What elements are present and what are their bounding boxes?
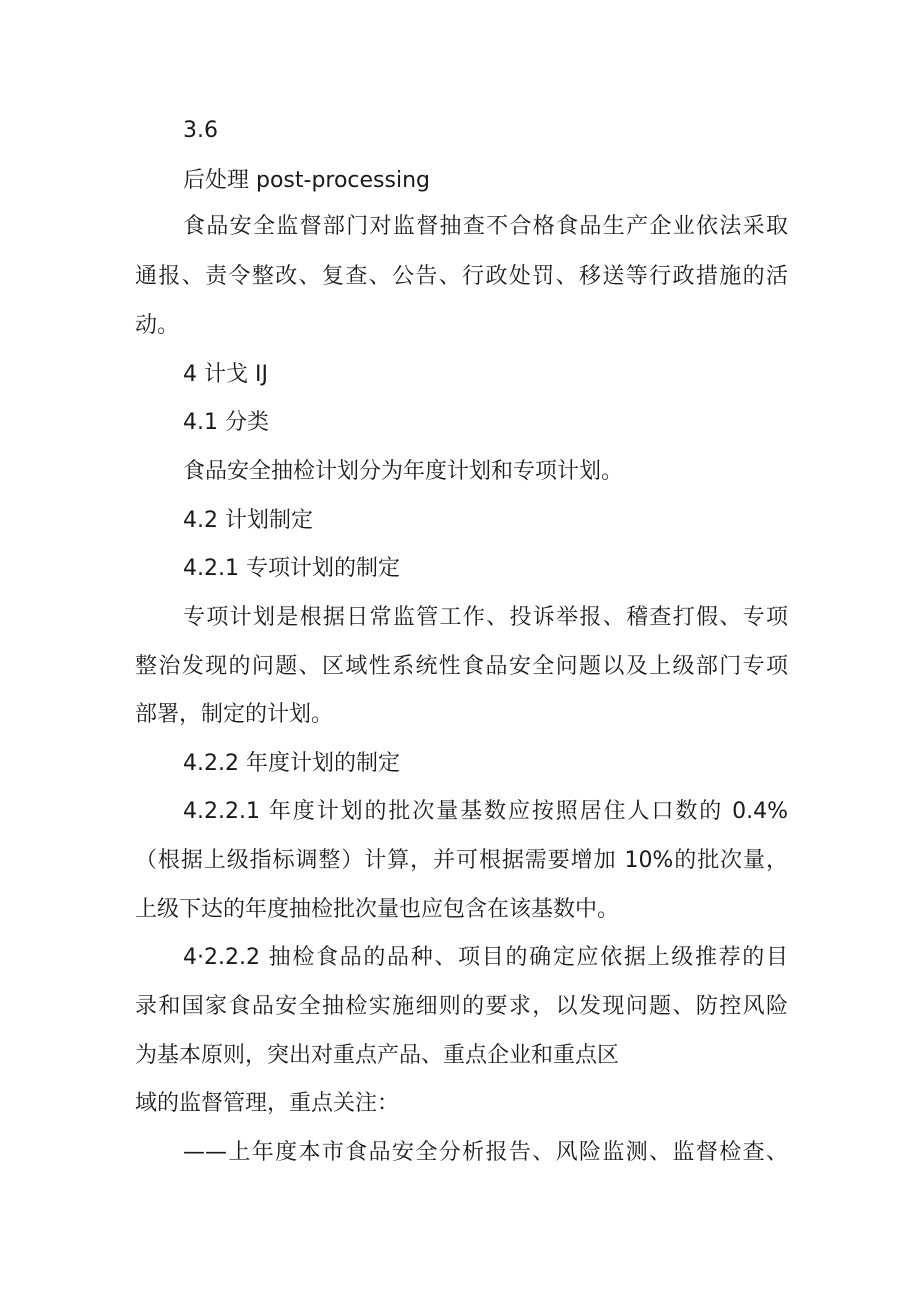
section-4-1-text: 食品安全抽检计划分为年度计划和专项计划。 <box>183 459 624 484</box>
section-4-2-2-1-line-3: 上级下达的年度抽检批次量也应包含在该基数中。 <box>135 897 620 922</box>
section-4-2-2-2-line-3: 为基本原则，突出对重点产品、重点企业和重点区 <box>135 1043 620 1068</box>
term-heading: 后处理 post-processing <box>183 168 431 193</box>
section-number: 3.6 <box>183 118 218 143</box>
section-4-2-1-heading: 4.2.1 专项计划的制定 <box>183 556 400 581</box>
section-4-2-2-2-line-4: 域的监督管理，重点关注： <box>135 1091 400 1116</box>
section-4-2-1-line-1: 专项计划是根据日常监管工作、投诉举报、稽查打假、专项 <box>183 605 788 630</box>
section-4-2-2-1-line-2: （根据上级指标调整）计算，并可根据需要增加 10%的批次量， <box>135 848 788 873</box>
definition-line-3: 动。 <box>135 313 180 338</box>
section-4-2-2-heading: 4.2.2 年度计划的制定 <box>183 751 400 776</box>
focus-item-1: ——上年度本市食品安全分析报告、风险监测、监督检查、 <box>183 1140 788 1165</box>
chapter-heading: 4 计戈 IJ <box>183 362 268 387</box>
section-4-2-1-line-3: 部署，制定的计划。 <box>135 702 334 727</box>
section-4-2-1-line-2: 整治发现的问题、区域性系统性食品安全问题以及上级部门专项 <box>135 654 788 679</box>
section-4-2-2-2-line-1: 4·2.2.2 抽检食品的品种、项目的确定应依据上级推荐的目 <box>183 945 788 970</box>
section-4-2-2-1-line-1: 4.2.2.1 年度计划的批次量基数应按照居住人口数的 0.4% <box>183 799 788 824</box>
definition-line-2: 通报、责令整改、复查、公告、行政处罚、移送等行政措施的活 <box>135 264 788 289</box>
definition-line-1: 食品安全监督部门对监督抽查不合格食品生产企业依法采取 <box>183 214 788 239</box>
section-4-2-2-2-line-2: 录和国家食品安全抽检实施细则的要求，以发现问题、防控风险 <box>135 994 788 1019</box>
section-4-1-heading: 4.1 分类 <box>183 410 269 435</box>
section-4-2-heading: 4.2 计划制定 <box>183 508 313 533</box>
